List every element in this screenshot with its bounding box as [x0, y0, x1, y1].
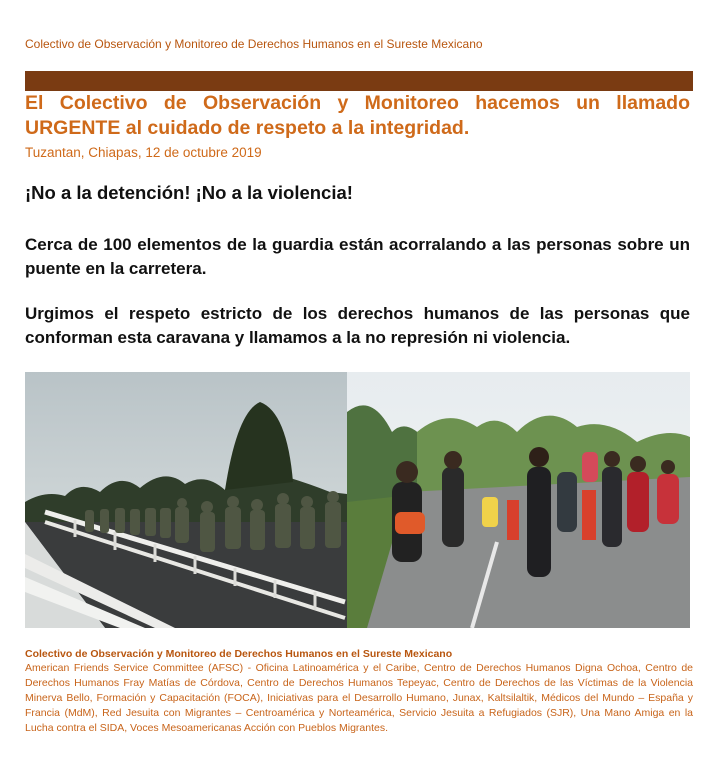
footer-title: Colectivo de Observación y Monitoreo de Derechos Humanos en el Sureste Mexicano — [25, 648, 453, 660]
headline: El Colectivo de Observación y Monitoreo hacemos un llamado URGENTE al cuidado de respeto a la integridad. — [25, 92, 690, 139]
paragraph-guard: Cerca de 100 elementos de la guardia están acorralando a las personas sobre un puente en la carretera. — [25, 235, 690, 278]
bridge-guards-photo — [25, 372, 347, 628]
footer-members: American Friends Service Committee (AFSC) - Oficina Latinoamérica y el Caribe, Centro de Derechos Humanos Digna Ochoa, Centro de Derechos Humanos Fray Matías de Córdova, Centro de Derechos Humanos Tepeyac, Centro de Derechos de las Víctimas de la Violencia Minerva Bello, Formación y Capacitación (FOCA), Iniciativas para el Desarrollo Humano, Junax, Kaltsilaltik, Médicos del Mundo – España y Francia (MdM), Red Jesuita con Migrantes – Centroamérica y Norteamérica, Servicio Jesuita a Refugiados (SJR), Una Mano Amiga en la Lucha contra el SIDA, Voces Mesoamericanas Acción con Pueblos Migrantes. — [25, 662, 693, 734]
paragraph-demand: Urgimos el respeto estricto de los derechos humanos de las personas que conforman esta caravana y llamamos a la no represión ni violencia. — [25, 304, 690, 347]
dateline: Tuzantan, Chiapas, 12 de octubre 2019 — [25, 145, 262, 160]
caravan-migrants-photo — [347, 372, 690, 628]
header-organization: Colectivo de Observación y Monitoreo de Derechos Humanos en el Sureste Mexicano — [25, 37, 483, 51]
header-bar — [25, 71, 693, 91]
slogan: ¡No a la detención! ¡No a la violencia! — [25, 182, 353, 203]
